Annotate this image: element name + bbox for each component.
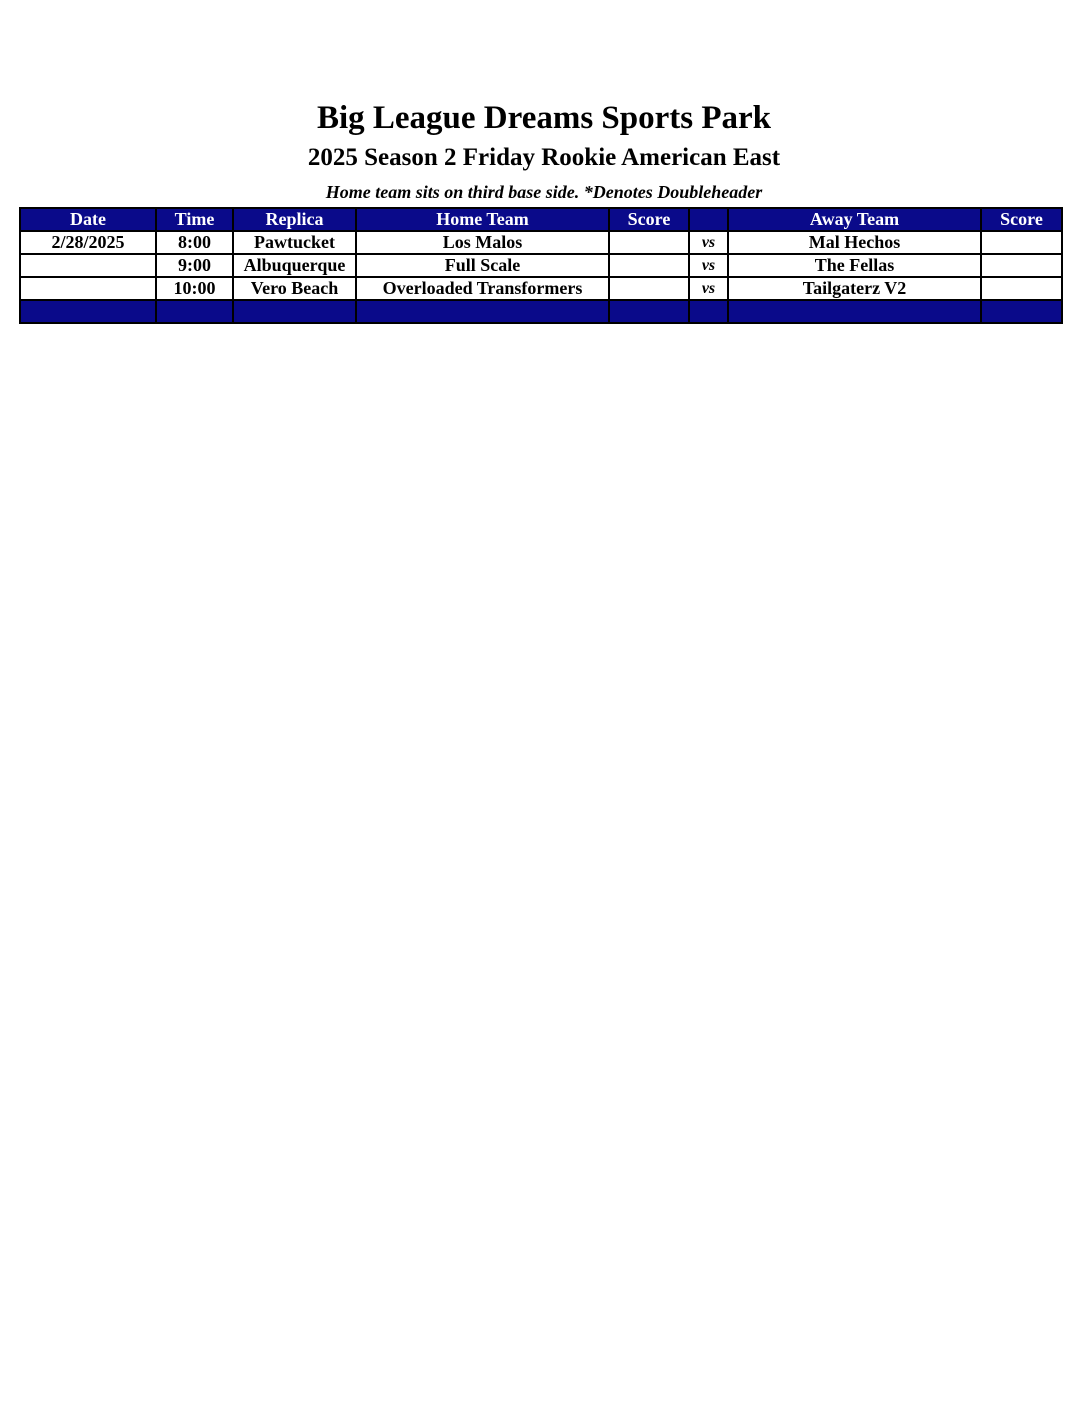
column-header-date: Date (20, 208, 156, 231)
column-header-time: Time (156, 208, 233, 231)
column-header-vs (689, 208, 728, 231)
footer-cell (981, 300, 1062, 323)
cell-away-team: The Fellas (728, 254, 981, 277)
cell-time: 10:00 (156, 277, 233, 300)
cell-home-team: Los Malos (356, 231, 609, 254)
column-header-replica: Replica (233, 208, 356, 231)
cell-away-score (981, 254, 1062, 277)
footer-cell (20, 300, 156, 323)
cell-replica: Albuquerque (233, 254, 356, 277)
footer-cell (728, 300, 981, 323)
cell-date (20, 254, 156, 277)
footer-cell (356, 300, 609, 323)
cell-away-team: Tailgaterz V2 (728, 277, 981, 300)
table-row (20, 231, 1062, 254)
footer-cell (233, 300, 356, 323)
page-title: Big League Dreams Sports Park (316, 100, 772, 136)
cell-home-score (609, 254, 689, 277)
cell-vs: vs (689, 254, 728, 277)
schedule-note: Home team sits on third base side. *Denotes Doubleheader (325, 182, 763, 202)
cell-home-score (609, 231, 689, 254)
cell-away-score (981, 277, 1062, 300)
cell-date (20, 277, 156, 300)
column-header-away-score: Score (981, 208, 1062, 231)
cell-home-team: Overloaded Transformers (356, 277, 609, 300)
cell-date: 2/28/2025 (20, 231, 156, 254)
schedule-table (19, 207, 1063, 324)
footer-cell (609, 300, 689, 323)
footer-cell (689, 300, 728, 323)
table-header-row (20, 208, 1062, 231)
table-row (20, 277, 1062, 300)
cell-away-score (981, 231, 1062, 254)
page-subtitle: 2025 Season 2 Friday Rookie American East (307, 144, 781, 171)
column-header-home-score: Score (609, 208, 689, 231)
cell-vs: vs (689, 277, 728, 300)
table-row (20, 254, 1062, 277)
table-footer-band (20, 300, 1062, 323)
cell-time: 8:00 (156, 231, 233, 254)
cell-time: 9:00 (156, 254, 233, 277)
cell-replica: Vero Beach (233, 277, 356, 300)
cell-home-team: Full Scale (356, 254, 609, 277)
cell-vs: vs (689, 231, 728, 254)
cell-replica: Pawtucket (233, 231, 356, 254)
cell-home-score (609, 277, 689, 300)
column-header-home-team: Home Team (356, 208, 609, 231)
cell-away-team: Mal Hechos (728, 231, 981, 254)
footer-cell (156, 300, 233, 323)
column-header-away-team: Away Team (728, 208, 981, 231)
